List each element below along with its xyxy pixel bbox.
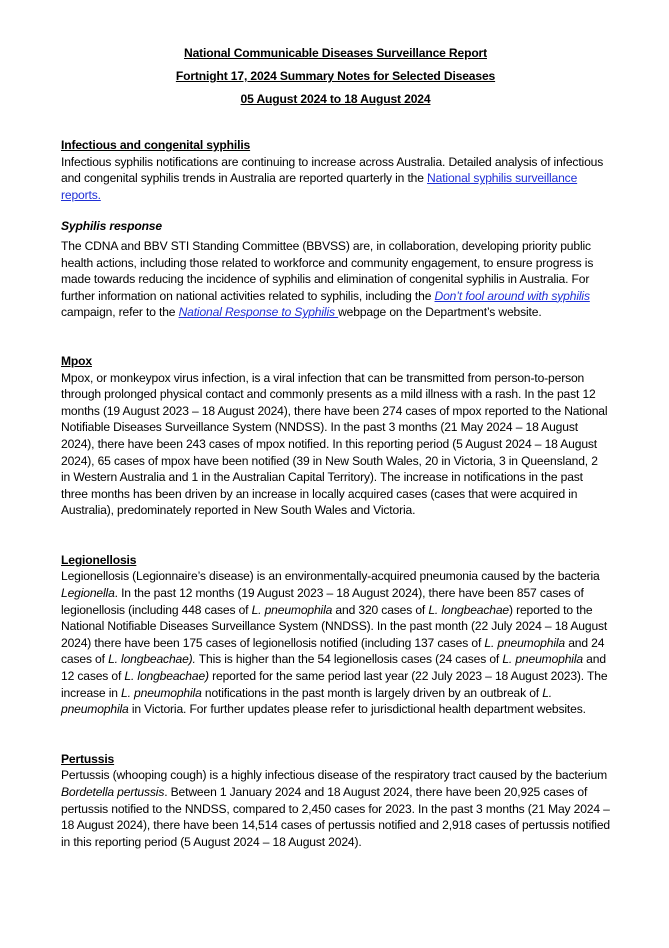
syphilis-text: Infectious syphilis notifications are continuing to increase across Australia. Detailed analysis of infectious and congenital syphilis trends in Australia are reported quarterly in the — [61, 154, 604, 186]
syphilis-paragraph — [61, 154, 610, 204]
section-syphilis-response — [61, 218, 610, 321]
legionellosis-text: This is higher than the 54 legionellosis cases (24 cases of — [195, 652, 503, 667]
legionellosis-text: and 12 cases of — [61, 652, 606, 684]
legionellosis-italic: L. longbeachae) — [124, 669, 209, 684]
national-response-link[interactable]: National Response to Syphilis — [178, 305, 339, 320]
pertussis-paragraph — [61, 767, 610, 850]
section-syphilis — [61, 137, 610, 203]
legionellosis-text: notifications in the past month is largely driven by an outbreak of — [201, 685, 543, 700]
pertussis-italic: Bordetella pertussis — [61, 785, 165, 799]
mpox-paragraph: Mpox, or monkeypox virus infection, is a viral infection that can be transmitted from person-to-person through prolonged physical contact and commonly presents as a mild illness with a rash. In the past 12 months (19 August 2023 – 18 August 2024), there have been 274 cases of mpox reported to the National Notifiable Diseases Surveillance System (NNDSS). In the past 3 months (21 May 2024 – 18 August 2024), there have been 243 cases of mpox notified. In this reporting period (5 August 2024 – 18 August 2024), 65 cases of mpox have been notified (39 in New South Wales, 20 in Victoria, 3 in Queensland, 2 in Western Australia and 1 in the Australian Capital Territory). The increase in notifications in the past three months has been driven by an increase in locally acquired cases (cases that were acquired in Australia), predominately reported in New South Wales and Victoria. — [61, 370, 608, 518]
report-date-range: 05 August 2024 to 18 August 2024 — [240, 92, 431, 106]
legionellosis-text: in Victoria. For further updates please refer to jurisdictional health department websites. — [128, 702, 586, 717]
legionellosis-text: ) reported to the National Notifiable Diseases Surveillance System (NNDSS). In the past month (22 July 2024 – 18 August 2024) there have been 175 cases of legionellosis notified (including 137 cases of — [61, 602, 608, 650]
section-mpox — [61, 353, 610, 519]
legionellosis-italic: L. pneumophila — [61, 685, 553, 717]
syphilis-response-heading: Syphilis response — [61, 219, 162, 234]
legionellosis-italic: L. pneumophila — [502, 652, 583, 667]
legionellosis-text: . In the past 12 months (19 August 2023 – 18 August 2024), there have been 857 cases of legionellosis (including 448 cases of — [61, 586, 584, 617]
pertussis-heading: Pertussis — [61, 751, 115, 766]
syphilis-response-text-3: webpage on the Department’s website. — [338, 305, 542, 320]
syphilis-heading: Infectious and congenital syphilis — [61, 138, 251, 152]
legionellosis-text: and 320 cases of — [332, 602, 429, 617]
legionellosis-italic: L. longbeachae — [428, 602, 509, 617]
legionellosis-heading: Legionellosis — [61, 552, 137, 567]
document-page — [61, 45, 610, 850]
legionellosis-italic: Legionella — [61, 586, 115, 601]
dont-fool-around-link[interactable]: Don’t fool around with syphilis — [434, 288, 590, 303]
pertussis-text: . Between 1 January 2024 and 18 August 2024, there have been 20,925 cases of pertussis notified to the NNDSS, compared to 2,450 cases for 2023. In the past 3 months (21 May 2024 – 18 August 2024), there have been 14,514 cases of pertussis notified and 2,918 cases of pertussis notified in this reporting period (5 August 2024 – 18 August 2024). — [61, 785, 611, 849]
legionellosis-text: and 24 cases of — [61, 635, 605, 667]
section-pertussis — [61, 751, 610, 851]
syphilis-response-text-2: campaign, refer to the — [61, 305, 179, 320]
legionellosis-text: reported for the same period last year (22 July 2023 – 18 August 2023). The increase in — [61, 669, 608, 700]
syphilis-response-paragraph — [61, 238, 610, 321]
section-legionellosis — [61, 552, 610, 718]
legionellosis-italic: L. pneumophila — [251, 602, 333, 617]
pertussis-text: Pertussis (whooping cough) is a highly infectious disease of the respiratory tract caused by the bacterium — [61, 768, 608, 783]
legionellosis-italic: L. pneumophila — [484, 635, 565, 650]
report-subtitle: Fortnight 17, 2024 Summary Notes for Selected Diseases — [175, 69, 496, 83]
legionellosis-text: Legionellosis (Legionnaire’s disease) is an environmentally-acquired pneumonia caused by the bacteria — [61, 569, 600, 584]
legionellosis-paragraph — [61, 568, 610, 717]
legionellosis-italic: L. pneumophila — [121, 685, 202, 700]
syphilis-reports-link[interactable]: National syphilis surveillance reports. — [61, 171, 578, 202]
legionellosis-italic: L. longbeachae). — [108, 652, 196, 667]
syphilis-response-text-1: The CDNA and BBV STI Standing Committee (BBVSS) are, in collaboration, developing priority public health actions, including those related to workforce and community engagement, to ensure progress is made towards reducing the incidence of syphilis and elimination of congenital syphilis in Australia. For further information on national activities related to syphilis, including the — [61, 238, 594, 303]
report-title: National Communicable Diseases Surveillance Report — [183, 46, 487, 60]
mpox-heading: Mpox — [61, 353, 92, 368]
